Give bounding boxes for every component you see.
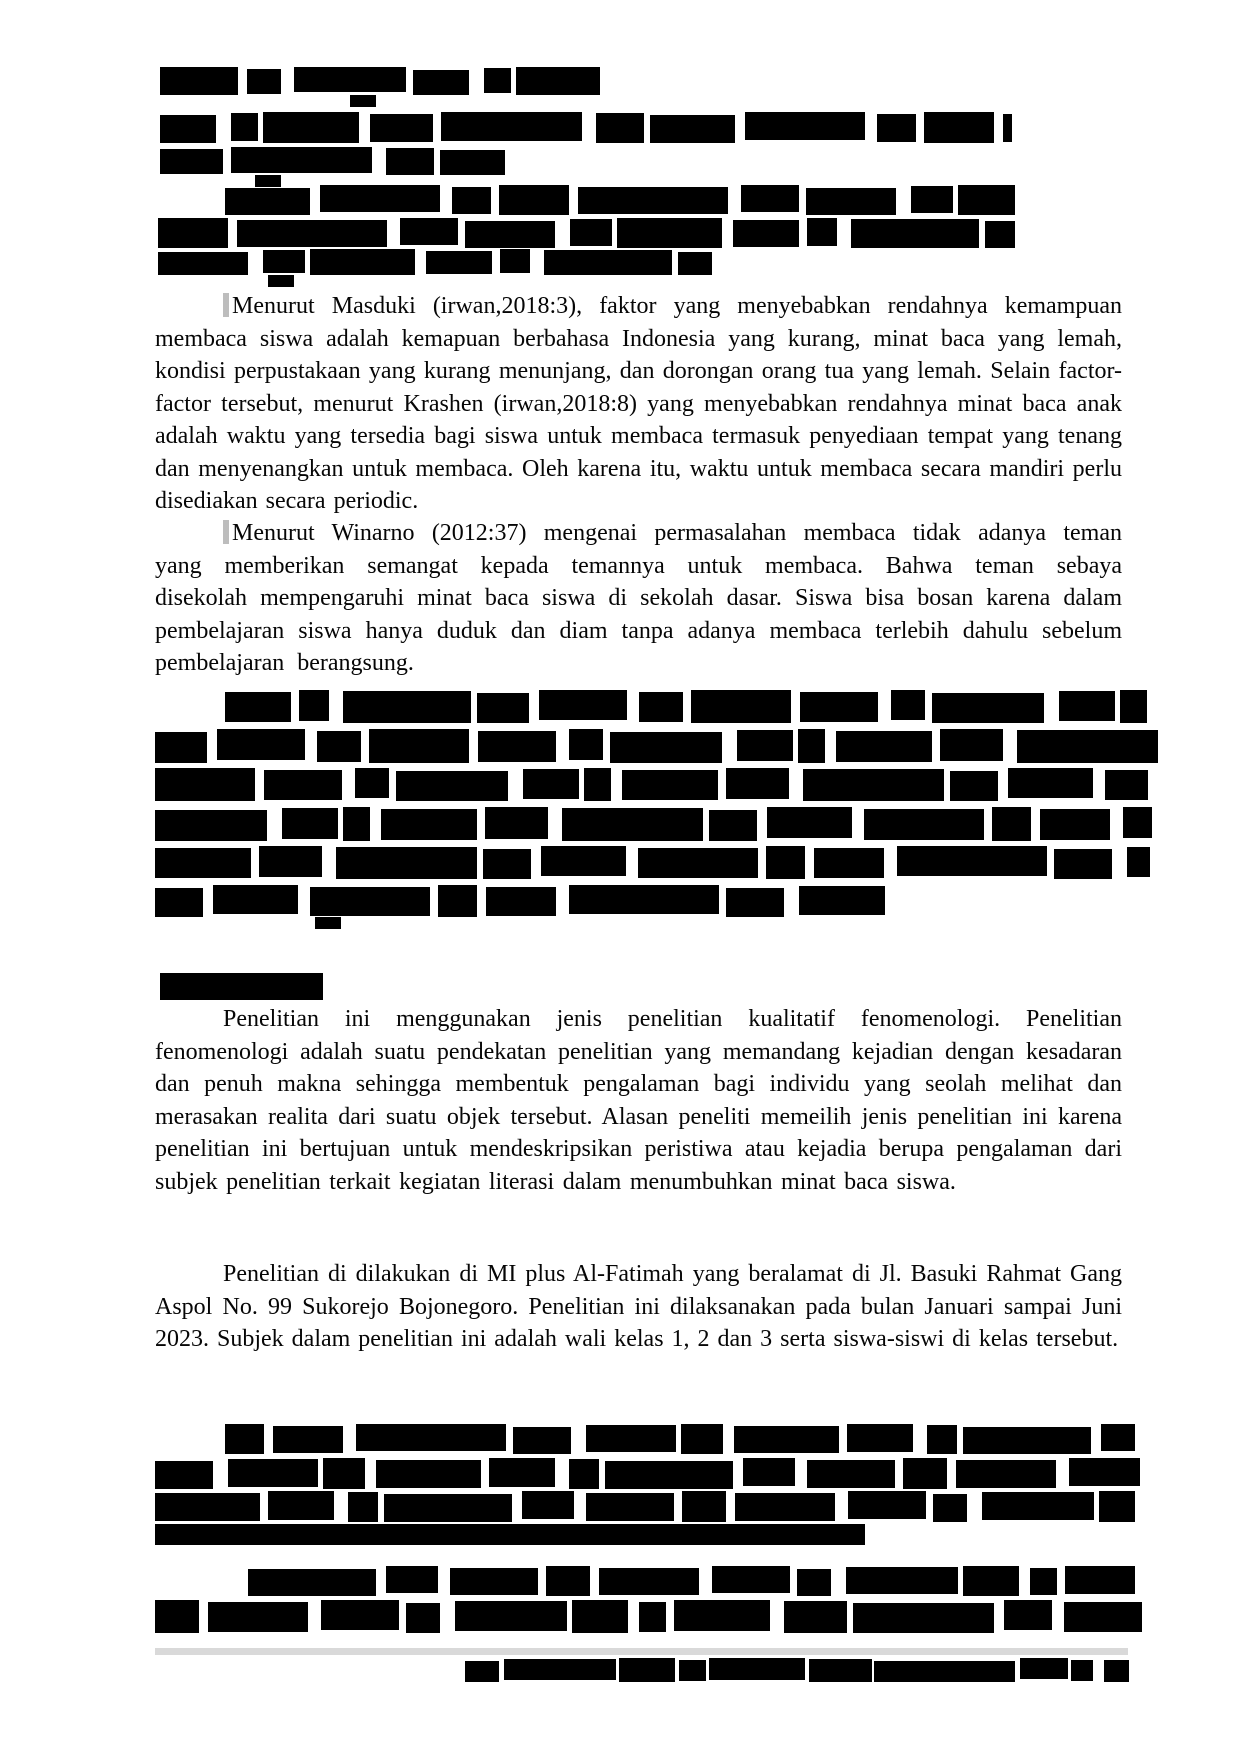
footnote-divider: [155, 1648, 1128, 1655]
redacted-paragraph-line: [155, 729, 1158, 763]
paragraph-metodologi: Penelitian ini menggunakan jenis penelitian kualitatif fenomenologi. Penelitian fenomenologi adalah suatu pendekatan penelitian yang memandang kejadian dengan kesadaran dan penuh makna sehingga membentuk pengalaman bagi individu yang seolah melihat dan merasakan realita dari suatu objek tersebut. Alasan peneliti memeilih jenis penelitian ini karena penelitian ini bertujuan untuk mendeskripsikan peristiwa atau kejadia berupa pengalaman dari subjek penelitian terkait kegiatan literasi dalam menumbuhkan minat baca siswa.: [155, 1006, 1122, 1195]
redacted-paragraph-line: [158, 218, 1015, 248]
redacted-paragraph-line: [225, 690, 1150, 723]
redacted-paragraph-line: [155, 1600, 1142, 1633]
redacted-title-line: [160, 67, 600, 95]
paragraph-winarno: Menurut Winarno (2012:37) mengenai permasalahan membaca tidak adanya teman yang memberikan semangat kepada temannya untuk membaca. Bahwa teman sebaya disekolah mempengaruhi minat baca siswa di sekolah dasar. Siswa bisa bosan karena dalam pembelajaran siswa hanya duduk dan diam tanpa adanya membaca terlebih dahulu sebelum pembelajaran berangsung.: [155, 517, 1122, 680]
redacted-paragraph-line: [248, 1566, 1135, 1596]
redacted-section-heading: [160, 973, 323, 1000]
redacted-paragraph-line: [155, 768, 1148, 801]
redacted-paragraph-line: [225, 185, 1015, 215]
paragraph-masduki: Menurut Masduki (irwan,2018:3), faktor yang menyebabkan rendahnya kemampuan membaca siswa adalah kemapuan berbahasa Indonesia yang kurang, minat baca yang lemah, kondisi perpustakaan yang kurang menunjang, dan dorongan orang tua yang lemah. Selain factor-factor tersebut, menurut Krashen (irwan,2018:8) yang menyebabkan rendahnya minat baca anak adalah waktu yang tersedia bagi siswa untuk membaca termasuk penyediaan tempat yang tenang dan menyenangkan untuk membaca. Oleh karena itu, waktu untuk membaca secara mandiri perlu disediakan secara periodic.: [155, 290, 1122, 518]
redacted-paragraph-line: [225, 1424, 1135, 1454]
redacted-paragraph-line: [155, 807, 1152, 841]
redacted-paragraph-line: [155, 846, 1150, 879]
redacted-paragraph-line: [155, 1524, 865, 1545]
paragraph-lokasi: Penelitian di dilakukan di MI plus Al-Fatimah yang beralamat di Jl. Basuki Rahmat Gang Aspol No. 99 Sukorejo Bojonegoro. Penelitian ini dilaksanakan pada bulan Januari sampai Juni 2023. Subjek dalam penelitian ini adalah wali kelas 1, 2 dan 3 serta siswa-siswi di kelas tersebut.: [155, 1261, 1122, 1352]
redacted-paragraph-line: [155, 885, 885, 917]
redacted-paragraph-line: [155, 1491, 1135, 1522]
redacted-title-line: [160, 112, 1012, 143]
redacted-title-line: [160, 147, 505, 175]
redacted-footer-mark: [1104, 1660, 1129, 1682]
redacted-paragraph-line: [158, 249, 712, 275]
redacted-paragraph-line: [155, 1458, 1140, 1489]
redacted-footer-line: [465, 1658, 1093, 1682]
